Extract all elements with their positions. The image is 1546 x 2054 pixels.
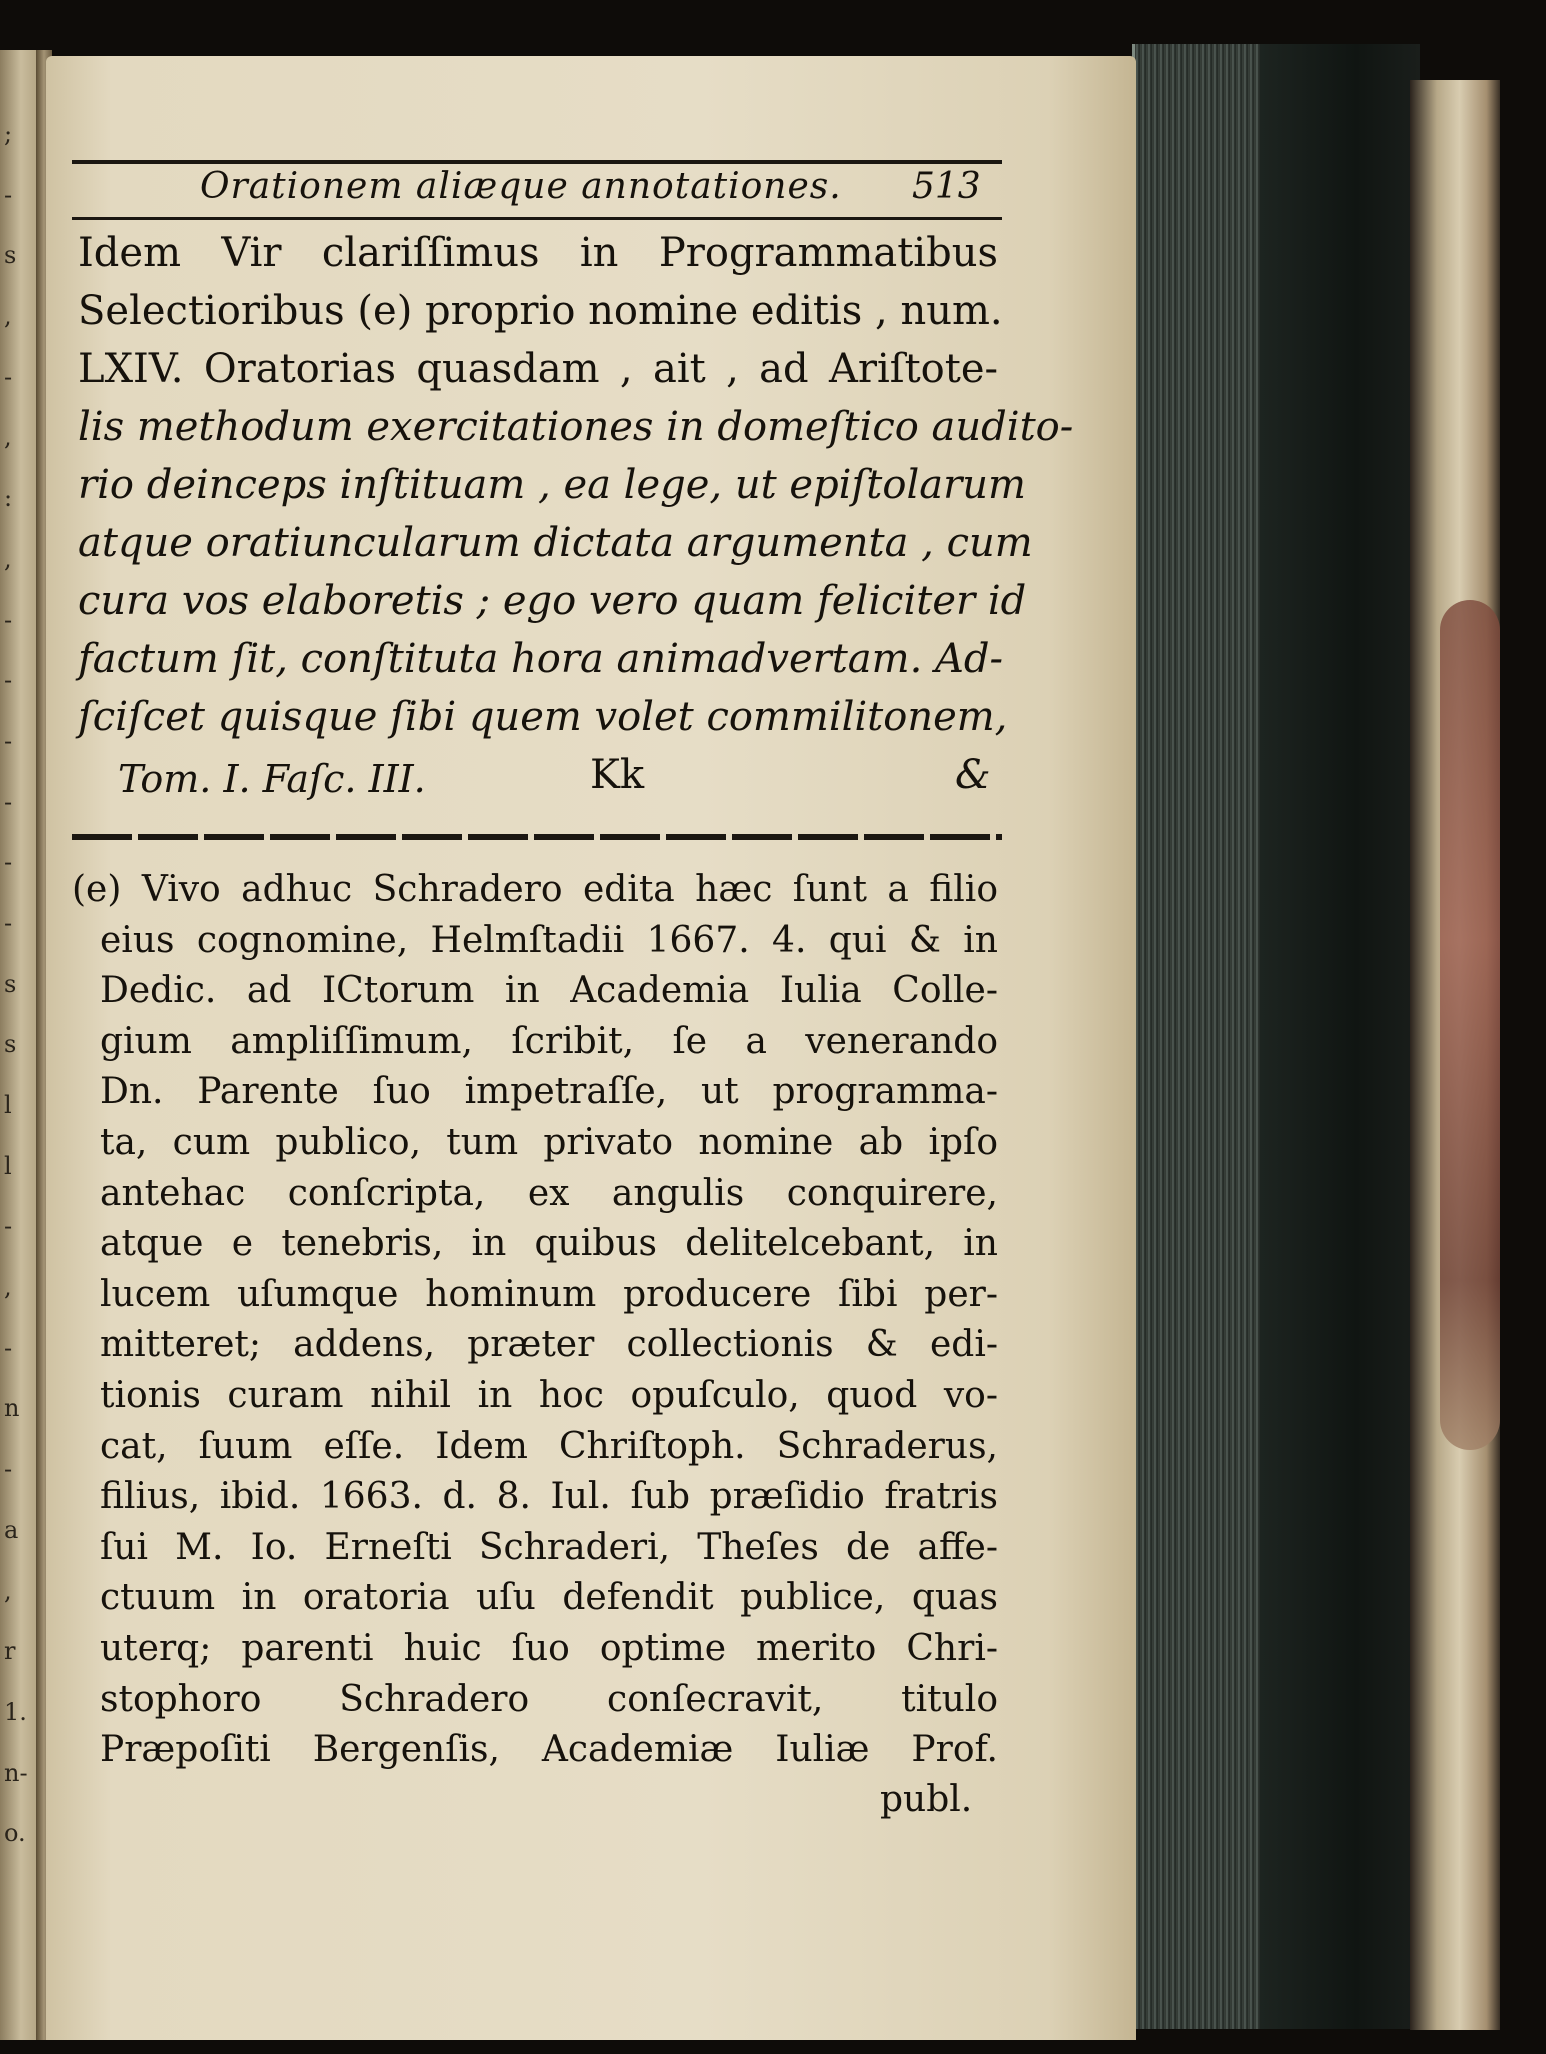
footnote-line: antehac conſcripta, ex angulis conquirere, — [100, 1173, 998, 1214]
left-page-glyph: - — [4, 788, 13, 816]
footnote-line: lucem uſumque hominum producere ſibi per- — [100, 1274, 998, 1315]
footnote-line: atque e tenebris, in quibus delitelcebant, in — [100, 1223, 998, 1264]
main-text-line: cura vos elaboretis ; ego vero quam feliciter id — [78, 578, 1027, 624]
top-rule — [72, 160, 1002, 164]
left-page-glyph: s — [4, 1030, 17, 1058]
main-text-line: lis methodum exercitationes in domeſtico audito- — [78, 404, 1074, 450]
left-page-glyph: 1. — [4, 1698, 27, 1726]
left-page-glyph: , — [4, 423, 12, 451]
main-text-line: ſciſcet quisque ſibi quem volet commilitonem, — [78, 694, 1008, 740]
footnote-line: Dn. Parente ſuo impetraſſe, ut programma- — [100, 1071, 998, 1112]
page-block-shadow — [1260, 44, 1420, 2029]
left-page-glyph: , — [4, 545, 12, 573]
left-page-glyph: , — [4, 1273, 12, 1301]
footnote-line: Dedic. ad ICtorum in Academia Iulia Colle- — [100, 970, 998, 1011]
footnote-line: gium ampliſſimum, ſcribit, ſe a venerando — [100, 1021, 998, 1062]
page-number: 513 — [912, 166, 981, 207]
footnote-line: stophoro Schradero conſecravit, titulo — [100, 1679, 998, 1720]
left-page-glyph: - — [4, 909, 13, 937]
footnote-line: filius, ibid. 1663. d. 8. Iul. ſub præſidio fratris — [100, 1476, 998, 1517]
footnote-line: Præpoſiti Bergenſis, Academiæ Iuliæ Prof. — [100, 1729, 998, 1770]
main-text-line: Idem Vir clariſſimus in Programmatibus — [78, 230, 998, 276]
quire-mark: Kk — [590, 752, 645, 798]
left-page-glyph: - — [4, 181, 13, 209]
footnote-line: cat, ſuum eſſe. Idem Chriſtoph. Schraderus, — [100, 1426, 998, 1467]
footnote-line: ſui M. Io. Erneſti Schraderi, Theſes de affe- — [100, 1527, 998, 1568]
left-page-glyph: - — [4, 1212, 13, 1240]
left-page-glyph: s — [4, 241, 17, 269]
footnote-line: (e) Vivo adhuc Schradero edita hæc ſunt a filio — [72, 869, 998, 910]
left-page-glyph: l — [4, 1152, 12, 1180]
head-rule — [72, 217, 1002, 220]
footnote-line: mitteret; addens, præter collectionis & edi- — [100, 1324, 998, 1365]
left-page-glyph: o. — [4, 1819, 26, 1847]
footnote-end: publ. — [880, 1779, 973, 1820]
signature-mark: Tom. I. Faſc. III. — [118, 757, 426, 801]
left-page-glyph: - — [4, 1455, 13, 1483]
main-text-line: atque oratiuncularum dictata argumenta , cum — [78, 520, 1033, 566]
left-page-glyph: - — [4, 727, 13, 755]
left-page-glyph: n — [4, 1394, 20, 1422]
main-text-line: rio deinceps inſtituam , ea lege, ut epiſtolarum — [78, 462, 1026, 508]
left-page-glyph: , — [4, 1577, 12, 1605]
footnote-line: eius cognomine, Helmſtadii 1667. 4. qui & in — [100, 920, 998, 961]
main-text-line: LXIV. Oratorias quasdam , ait , ad Ariſtote- — [78, 346, 998, 392]
left-page-glyph: - — [4, 848, 13, 876]
left-page-glyph: a — [4, 1516, 19, 1544]
left-page-glyph: : — [4, 484, 13, 512]
left-page-glyph: n- — [4, 1759, 28, 1787]
left-page-glyph: - — [4, 1334, 13, 1362]
left-page-glyph: , — [4, 302, 12, 330]
footnote-line: ctuum in oratoria uſu defendit publice, quas — [100, 1577, 998, 1618]
main-text-line: Selectioribus (e) proprio nomine editis , num. — [78, 288, 1003, 334]
running-head: Orationem aliæque annotationes. — [200, 166, 842, 207]
catchword: & — [955, 752, 991, 798]
footnote-line: tionis curam nihil in hoc opuſculo, quod vo- — [100, 1375, 998, 1416]
left-page-glyph: - — [4, 666, 13, 694]
footnote-line: ta, cum publico, tum privato nomine ab ipſo — [100, 1122, 998, 1163]
left-page-glyph: - — [4, 363, 13, 391]
left-page-glyph: l — [4, 1091, 12, 1119]
footnote-line: uterq; parenti huic ſuo optime merito Chri- — [100, 1628, 998, 1669]
left-page-glyph: s — [4, 970, 17, 998]
cover-stain — [1440, 600, 1500, 1450]
left-page-glyph: - — [4, 606, 13, 634]
main-text-line: factum ſit, conſtituta hora animadvertam. Ad- — [78, 636, 1004, 682]
footnote-separator — [72, 834, 1002, 840]
left-page-glyph: ; — [4, 120, 13, 148]
left-page-glyph: r — [4, 1637, 16, 1665]
